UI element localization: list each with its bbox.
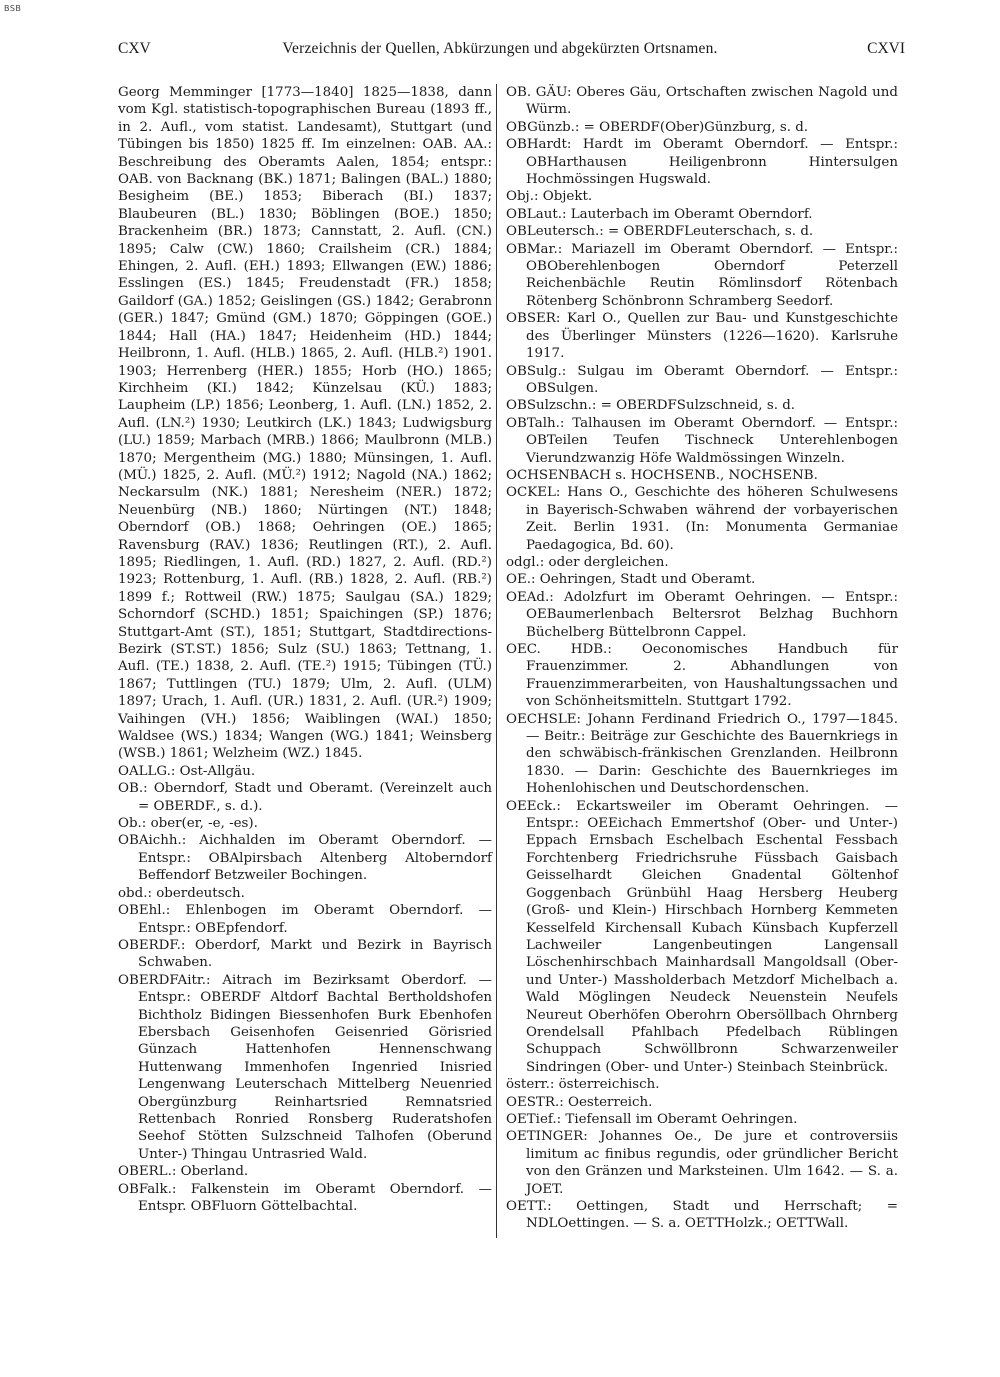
list-item: OEC. HDB.: Oeconomisches Handbuch für Frauenzimmer. 2. Abhandlungen von Frauenzimmerarbeiten, von Haushaltungssachen und von Schönheitsmitteln. Stuttgart 1792. xyxy=(506,642,898,710)
list-item: OBERDF.: Oberdorf, Markt und Bezirk in Bayrisch Schwaben. xyxy=(118,937,492,971)
list-item: OBAichh.: Aichhalden im Oberamt Oberndorf. — Entspr.: OBAlpirsbach Altenberg Altoberndorf Beffendorf Betzweiler Bochingen. xyxy=(118,833,492,884)
list-item: OBTalh.: Talhausen im Oberamt Oberndorf. — Entspr.: OBTeilen Teufen Tischneck Unterehlenbogen Vierundzwanzig Höfe Waldmössingen Winzeln. xyxy=(506,415,898,466)
list-item: OBERDFAitr.: Aitrach im Bezirksamt Oberdorf. — Entspr.: OBERDF Altdorf Bachtal Bertholdshofen Bichtholz Bidingen Biessenhofen Burk Ebenhofen Ebersbach Geisenhofen Geisenried Görisried Günzach Hattenhofen Hennenschwang Huttenwang Immenhofen Ingenried Inisried Lengenwang Leuterschach Mittelberg Neuenried Obergünzburg Reinhartsried Remnatsried Rettenbach Ronried Ronsberg Ruderatshofen Seehof Stötten Sulzschneid Talhofen (Oberund Unter-) Thingau Untrasried Wald. xyxy=(118,972,492,1162)
list-item: OBSER: Karl O., Quellen zur Bau- und Kunstgeschichte des Überlinger Münsters (1226—1620). Karlsruhe 1917. xyxy=(506,311,898,362)
right-column xyxy=(506,84,898,1233)
list-item: OESTR.: Oesterreich. xyxy=(506,1094,653,1110)
library-stamp: BSB xyxy=(4,4,22,13)
list-item: OB. GÄU: Oberes Gäu, Ortschaften zwischen Nagold und Würm. xyxy=(506,85,898,118)
list-item: OBSulg.: Sulgau im Oberamt Oberndorf. — Entspr.: OBSulgen. xyxy=(506,363,898,396)
list-item: OCKEL: Hans O., Geschichte des höheren Schulwesens in Bayerisch-Schwaben während der vorbayerischen Zeit. Berlin 1931. (In: Monumenta Germaniae Paedagogica, Bd. 60). xyxy=(506,485,898,553)
list-item: OBLaut.: Lauterbach im Oberamt Oberndorf. xyxy=(506,206,813,222)
list-item: OBSulzschn.: = OBERDFSulzschneid, s. d. xyxy=(506,398,796,414)
page-number-right: CXVI xyxy=(867,40,905,57)
list-item: OBFalk.: Falkenstein im Oberamt Oberndorf. — Entspr. OBFluorn Göttelbachtal. xyxy=(118,1181,492,1214)
list-item: OECHSLE: Johann Ferdinand Friedrich O., 1797—1845. — Beitr.: Beiträge zur Geschichte des Bauernkriegs in den schwäbisch-fränkischen Grenzlanden. Heilbronn 1830. — Darin: Geschichte des Bauernkrieges im Hohenlohischen und Deutschordenschen. xyxy=(506,711,898,797)
list-item: Georg Memminger [1773—1840] 1825—1838, dann vom Kgl. statistisch-topographischen Bureau (1893 ff., in 2. Aufl., vom statist. Landesamt), Stuttgart (und Tübingen bis 1850) 1825 ff. Im einzelnen: OAB. AA.: Beschreibung des Oberamts Aalen, 1854; entspr.: OAB. von Backnang (BK.) 1871; Balingen (BAL.) 1880; Besigheim (BE.) 1853; Biberach (BI.) 1837; Blaubeuren (BL.) 1830; Böblingen (BOE.) 1850; Brackenheim (BR.) 1873; Cannstatt, 2. Aufl. (CN.) 1895; Calw (CW.) 1860; Crailsheim (CR.) 1884; Ehingen, 2. Aufl. (EH.) 1893; Ellwangen (EW.) 1886; Esslingen (ES.) 1845; Freudenstadt (FR.) 1858; Gaildorf (GA.) 1852; Geislingen (GS.) 1842; Gerabronn (GER.) 1847; Gmünd (GM.) 1870; Göppingen (GOE.) 1844; Hall (HA.) 1847; Heidenheim (HD.) 1844; Heilbronn, 1. Aufl. (HLB.) 1865, 2. Aufl. (HLB.²) 1901. 1903; Herrenberg (HER.) 1855; Horb (HO.) 1865; Kirchheim (KI.) 1842; Künzelsau (KÜ.) 1883; Laupheim (LP.) 1856; Leonberg, 1. Aufl. (LN.) 1852, 2. Aufl. (LN.²) 1930; Leutkirch (LK.) 1843; Ludwigsburg (LU.) 1859; Marbach (MRB.) 1866; Maulbronn (MLB.) 1870; Mergentheim (MG.) 1880; Münsingen, 1. Aufl. (MÜ.) 1825, 2. Aufl. (MÜ.²) 1912; Nagold (NA.) 1862; Neckarsulm (NK.) 1881; Neresheim (NER.) 1872; Neuenbürg (NB.) 1860; Nürtingen (NT.) 1848; Oberndorf (OB.) 1868; Oehringen (OE.) 1865; Ravensburg (RAV.) 1836; Reutlingen (RT.), 2. Aufl. 1895; Riedlingen, 1. Aufl. (RD.) 1827, 2. Aufl. (RD.²) 1923; Rottenburg, 1. Aufl. (RB.) 1828, 2. Aufl. (RB.²) 1899 f.; Rottweil (RW.) 1875; Saulgau (SA.) 1829; Schorndorf (SCHD.) 1851; Spaichingen (SP.) 1876; Stuttgart-Amt (ST.), 1851; Stuttgart, Stadtdirections-Bezirk (ST.ST.) 1856; Sulz (SU.) 1863; Tettnang, 1. Aufl. (TE.) 1838, 2. Aufl. (TE.²) 1915; Tübingen (TÜ.) 1867; Tuttlingen (TU.) 1879; Ulm, 2. Aufl. (ULM) 1897; Urach, 1. Aufl. (UR.) 1831, 2. Aufl. (UR.²) 1909; Vaihingen (VH.) 1856; Waiblingen (WAI.) 1850; Waldsee (WS.) 1834; Wangen (WG.) 1841; Weinsberg (WSB.) 1861; Welzheim (WZ.) 1845. xyxy=(118,85,492,762)
list-item: Ob.: ober(er, -e, -es). xyxy=(118,816,258,832)
list-item: OBEhl.: Ehlenbogen im Oberamt Oberndorf. — Entspr.: OBEpfendorf. xyxy=(118,903,492,936)
page-number-left: CXV xyxy=(118,40,151,57)
list-item: OB.: Oberndorf, Stadt und Oberamt. (Vereinzelt auch = OBERDF., s. d.). xyxy=(118,781,492,814)
list-item: OBERL.: Oberland. xyxy=(118,1164,249,1180)
list-item: OE.: Oehringen, Stadt und Oberamt. xyxy=(506,572,756,588)
list-item: OETT.: Oettingen, Stadt und Herrschaft; = NDLOettingen. — S. a. OETTHolzk.; OETTWall. xyxy=(506,1199,898,1232)
list-item: OETINGER: Johannes Oe., De jure et controversiis limitum ac finibus regundis, oder gründlicher Bericht von den Gränzen und Marksteinen. Ulm 1642. — S. a. JOET. xyxy=(506,1129,898,1197)
list-item: OEAd.: Adolzfurt im Oberamt Oehringen. — Entspr.: OEBaumerlenbach Beltersrot Belzhag Buchhorn Büchelberg Büttelbronn Cappel. xyxy=(506,589,898,640)
list-item: OBHardt: Hardt im Oberamt Oberndorf. — Entspr.: OBHarthausen Heiligenbronn Hintersulgen Hochmössingen Hugswald. xyxy=(506,137,898,188)
list-item: OBGünzb.: = OBERDF(Ober)Günzburg, s. d. xyxy=(506,119,809,135)
column-divider xyxy=(496,84,497,1238)
list-item: OBLeutersch.: = OBERDFLeuterschach, s. d. xyxy=(506,224,814,240)
page-title: Verzeichnis der Quellen, Abkürzungen und abgekürzten Ortsnamen. xyxy=(282,40,718,57)
page-header xyxy=(0,40,1000,64)
list-item: OBMar.: Mariazell im Oberamt Oberndorf. — Entspr.: OBOberehlenbogen Oberndorf Peterzell Reichenbächle Reutin Römlinsdorf Rötenbach Rötenberg Schönbronn Schramberg Seedorf. xyxy=(506,241,898,309)
list-item: OETief.: Tiefensall im Oberamt Oehringen. xyxy=(506,1111,798,1127)
list-item: OCHSENBACH s. HOCHSENB., NOCHSENB. xyxy=(506,467,818,483)
list-item: OEEck.: Eckartsweiler im Oberamt Oehringen. — Entspr.: OEEichach Emmertshof (Ober- und Unter-) Eppach Ernsbach Eschelbach Eschental Fessbach Forchtenberg Friedrichsruhe Füssbach Gaisbach Geisselhardt Gleichen Gnadental Göltenhof Goggenbach Grünbühl Haag Hersberg Heuberg (Groß- und Klein-) Hirschbach Hornberg Kemmeten Kesselfeld Kirchensall Kubach Künsbach Kupferzell Lachweiler Langenbeutingen Langensall Löschenhirschbach Mainhardsall Mangoldsall (Ober- und Unter-) Massholderbach Metzdorf Michelbach a. Wald Möglingen Neudeck Neuenstein Neufels Neureut Oberhöfen Oberohrn Obersöllbach Ohrnberg Orendelsall Pfahlbach Pfedelbach Rüblingen Schuppach Schwöllbronn Schwarzenweiler Sindringen (Ober- und Unter-) Steinbach Steinbrück. xyxy=(506,798,898,1075)
list-item: Obj.: Objekt. xyxy=(506,189,593,205)
list-item: odgl.: oder dergleichen. xyxy=(506,554,669,570)
list-item: obd.: oberdeutsch. xyxy=(118,885,245,901)
list-item: österr.: österreichisch. xyxy=(506,1077,660,1093)
left-column xyxy=(118,84,492,1215)
list-item: OALLG.: Ost-Allgäu. xyxy=(118,763,256,779)
